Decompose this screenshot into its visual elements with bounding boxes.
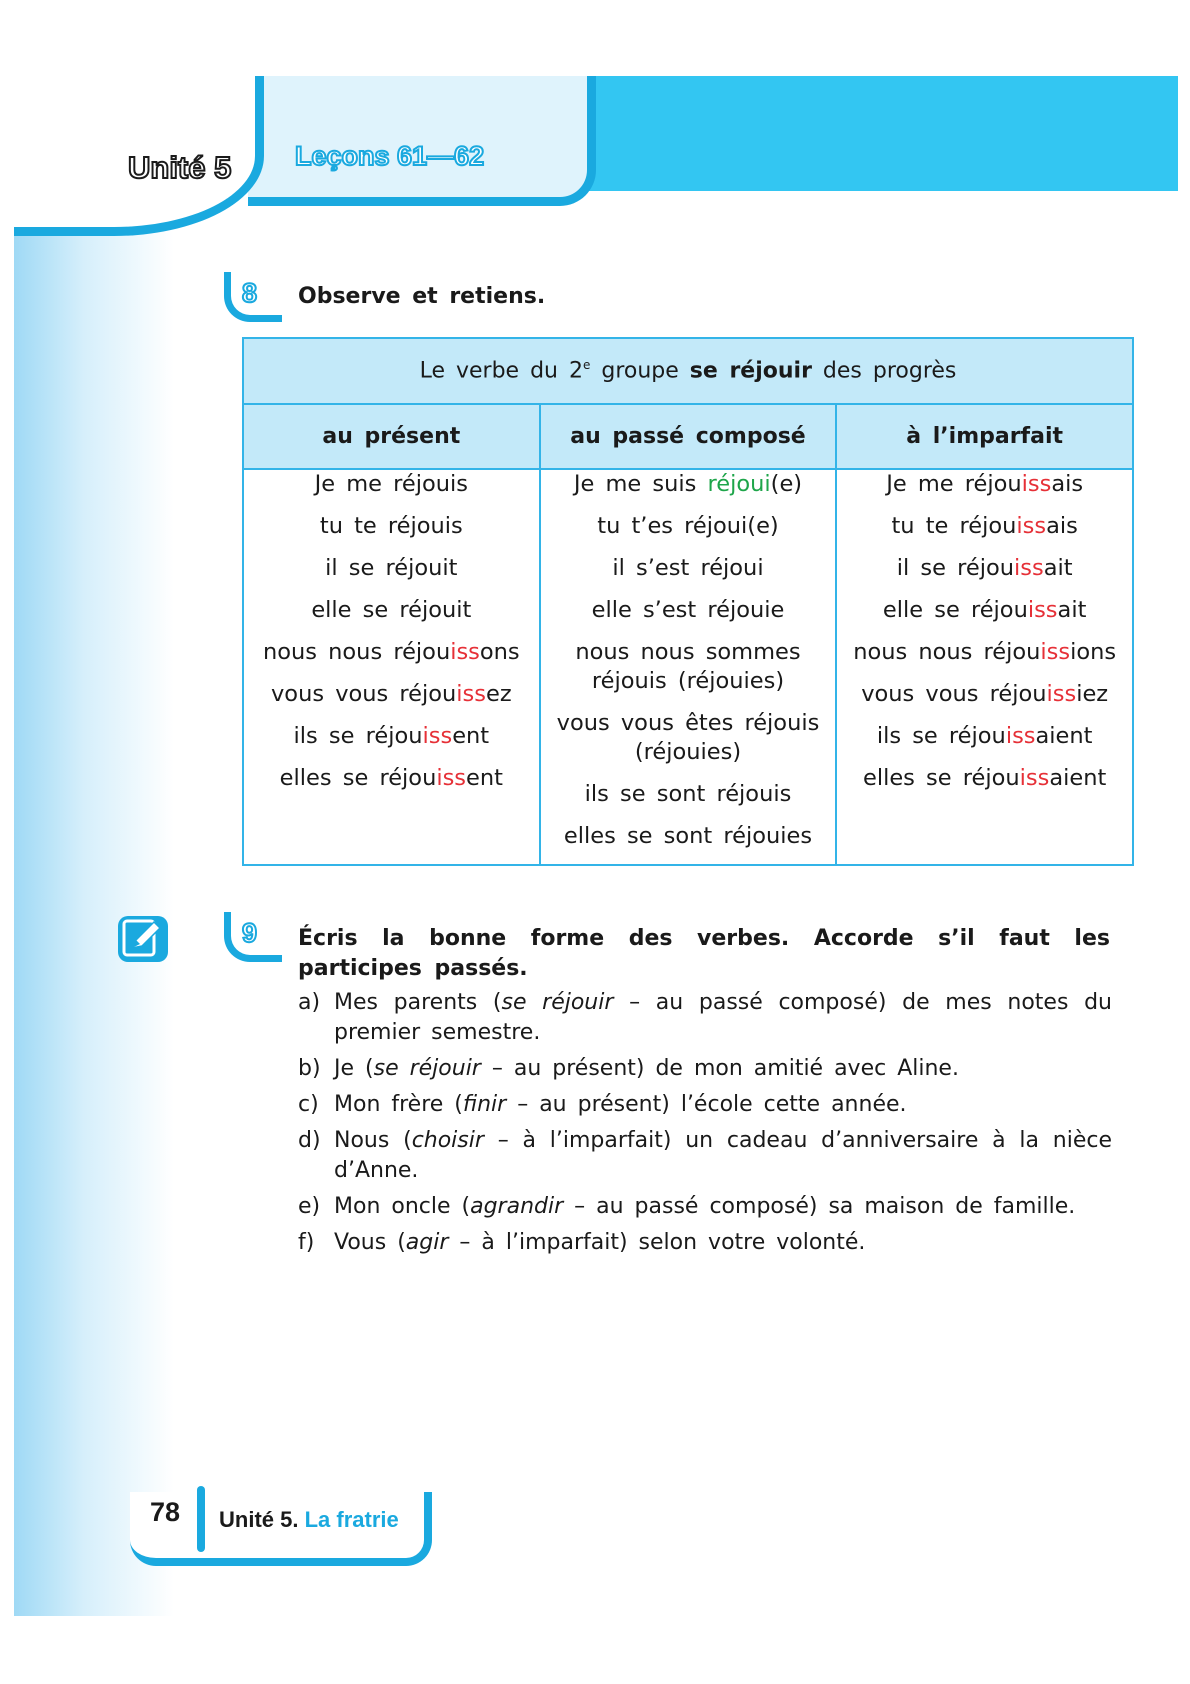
imparfait-line: Je me réjouissais [886, 471, 1084, 497]
column-header-present: au présent [243, 404, 540, 469]
list-item: c) Mon frère (finir – au présent) l’école cette année. [298, 1092, 907, 1117]
passe-line: elles se sont réjouies [563, 823, 813, 849]
imparfait-column [836, 469, 1133, 865]
passe-line: tu t’es réjoui(e) [597, 513, 779, 539]
unit-label: Unité 5 [128, 150, 232, 185]
present-line: il se réjouit [325, 555, 458, 581]
passe-line: Je me suis réjoui(e) [573, 471, 803, 497]
exercise-9-title: Écris la bonne forme des verbes. Accorde s’il faut les participes passés. [298, 926, 1110, 981]
list-item: d) Nous (choisir – à l’imparfait) un cadeau d’anniversaire à la nièce d’Anne. [298, 1128, 1112, 1183]
pencil-icon [118, 916, 168, 962]
imparfait-line: ils se réjouissaient [876, 723, 1093, 749]
table-title: Le verbe du 2e groupe se réjouir des progrès [243, 338, 1133, 404]
page-number: 78 [150, 1497, 181, 1527]
footer-unit-title: Unité 5. La fratrie [219, 1507, 399, 1532]
exercise-9-items [298, 988, 1112, 1264]
list-item: f) Vous (agir – à l’imparfait) selon votre volonté. [298, 1230, 866, 1255]
present-line: elle se réjouit [311, 597, 472, 623]
present-line: tu te réjouis [319, 513, 463, 539]
list-item: a) Mes parents (se réjouir – au passé composé) de mes notes du premier semestre. [298, 990, 1112, 1045]
imparfait-line: vous vous réjouissiez [861, 681, 1109, 707]
footer-divider [197, 1486, 205, 1552]
imparfait-line: nous nous réjouissions [853, 639, 1117, 665]
present-column [243, 469, 540, 865]
passe-line: elle s’est réjouie [591, 597, 785, 623]
imparfait-line: elles se réjouissaient [862, 765, 1107, 791]
list-item: b) Je (se réjouir – au présent) de mon amitié avec Aline. [298, 1056, 959, 1081]
passe-line: il s’est réjoui [612, 555, 764, 581]
conjugation-table [242, 337, 1134, 866]
list-item: e) Mon oncle (agrandir – au passé composé) sa maison de famille. [298, 1194, 1076, 1219]
present-line: ils se réjouissent [293, 723, 490, 749]
present-line: elles se réjouissent [279, 765, 503, 791]
lessons-label: Leçons 61—62 [295, 141, 485, 171]
exercise-8-number: 8 [242, 278, 258, 308]
column-header-passe-compose: au passé composé [540, 404, 837, 469]
passe-line: vous vous êtes réjouis (réjouies) [556, 710, 820, 765]
imparfait-line: tu te réjouissais [891, 513, 1078, 539]
exercise-8-title: Observe et retiens. [298, 284, 546, 309]
imparfait-line: il se réjouissait [896, 555, 1073, 581]
column-header-imparfait: à l’imparfait [836, 404, 1133, 469]
exercise-9-number: 9 [242, 918, 258, 948]
passe-compose-column [540, 469, 837, 865]
present-line: vous vous réjouissez [270, 681, 512, 707]
passe-line: ils se sont réjouis [584, 781, 792, 807]
present-line: nous nous réjouissons [263, 639, 520, 665]
present-line: Je me réjouis [314, 471, 469, 497]
imparfait-line: elle se réjouissait [882, 597, 1087, 623]
passe-line: nous nous sommes réjouis (réjouies) [575, 639, 801, 694]
